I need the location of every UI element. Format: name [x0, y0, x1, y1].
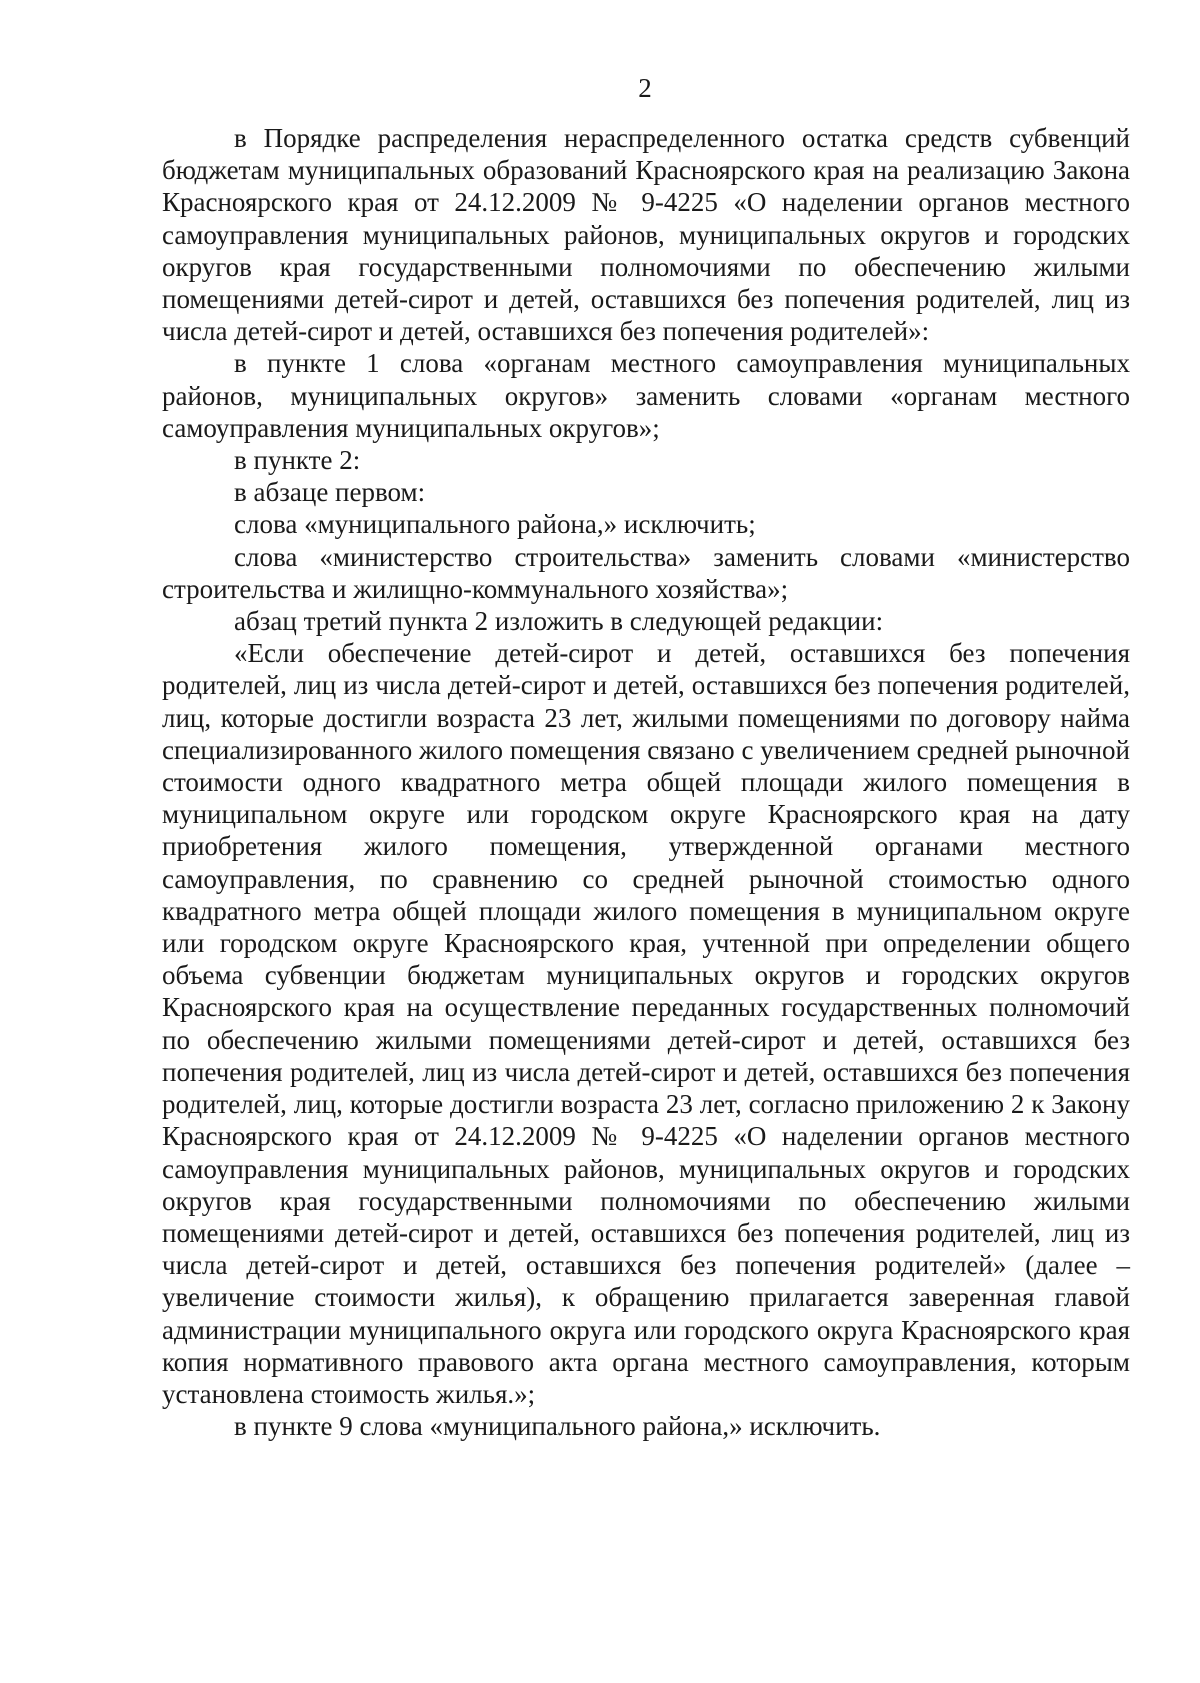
paragraph-item-1: в пункте 1 слова «органам местного самоуправления муниципальных районов, муниципальных округов» заменить словами «органам местного самоуправления муниципальных округов»; [162, 348, 1130, 443]
paragraph-item-9: в пункте 9 слова «муниципального района,» исключить. [234, 1411, 881, 1442]
paragraph-exclude-words: слова «муниципального района,» исключить; [234, 509, 756, 540]
paragraph-third-subparagraph: абзац третий пункта 2 изложить в следующей редакции: [234, 606, 884, 637]
paragraph-item-2-heading: в пункте 2: [234, 445, 361, 476]
page-number: 2 [638, 73, 652, 103]
document-body [162, 122, 1130, 1442]
paragraph-first-subparagraph: в абзаце первом: [234, 477, 426, 508]
paragraph-new-wording: «Если обеспечение детей-сирот и детей, оставшихся без попечения родителей, лиц из числа детей-сирот и детей, оставшихся без попечения родителей, лиц, которые достигли возраста 23 лет, жилыми помещениями по договору найма специализированного жилого помещения связано с увеличением средней рыночной стоимости одного квадратного метра общей площади жилого помещения в муниципальном округе или городском округе Красноярского края на дату приобретения жилого помещения, утвержденной органами местного самоуправления, по сравнению со средней рыночной стоимостью одного квадратного метра общей площади жилого помещения в муниципальном округе или городском округе Красноярского края, учтенной при определении общего объема субвенции бюджетам муниципальных округов и городских округов Красноярского края на осуществление переданных государственных полномочий по обеспечению жилыми помещениями детей-сирот и детей, оставшихся без попечения родителей, лиц из числа детей-сирот и детей, оставшихся без попечения родителей, лиц, которые достигли возраста 23 лет, согласно приложению 2 к Закону Красноярского края от 24.12.2009 № 9-4225 «О наделении органов местного самоуправления муниципальных районов, муниципальных округов и городских округов края государственными полномочиями по обеспечению жилыми помещениями детей-сирот и детей, оставшихся без попечения родителей, лиц из числа детей-сирот и детей, оставшихся без попечения родителей» (далее – увеличение стоимости жилья), к обращению прилагается заверенная главой администрации муниципального округа или городского округа Красноярского края копия нормативного правового акта органа местного самоуправления, которым установлена стоимость жилья.»; [162, 638, 1130, 1409]
paragraph-procedure-intro: в Порядке распределения нераспределенного остатка средств субвенций бюджетам муниципальных образований Красноярского края на реализацию Закона Красноярского края от 24.12.2009 № 9-4225 «О наделении органов местного самоуправления муниципальных районов, муниципальных округов и городских округов края государственными полномочиями по обеспечению жилыми помещениями детей-сирот и детей, оставшихся без попечения родителей, лиц из числа детей-сирот и детей, оставшихся без попечения родителей»: [162, 123, 1130, 347]
paragraph-replace-ministry: слова «министерство строительства» заменить словами «министерство строительства и жилищно-коммунального хозяйства»; [162, 541, 1130, 604]
